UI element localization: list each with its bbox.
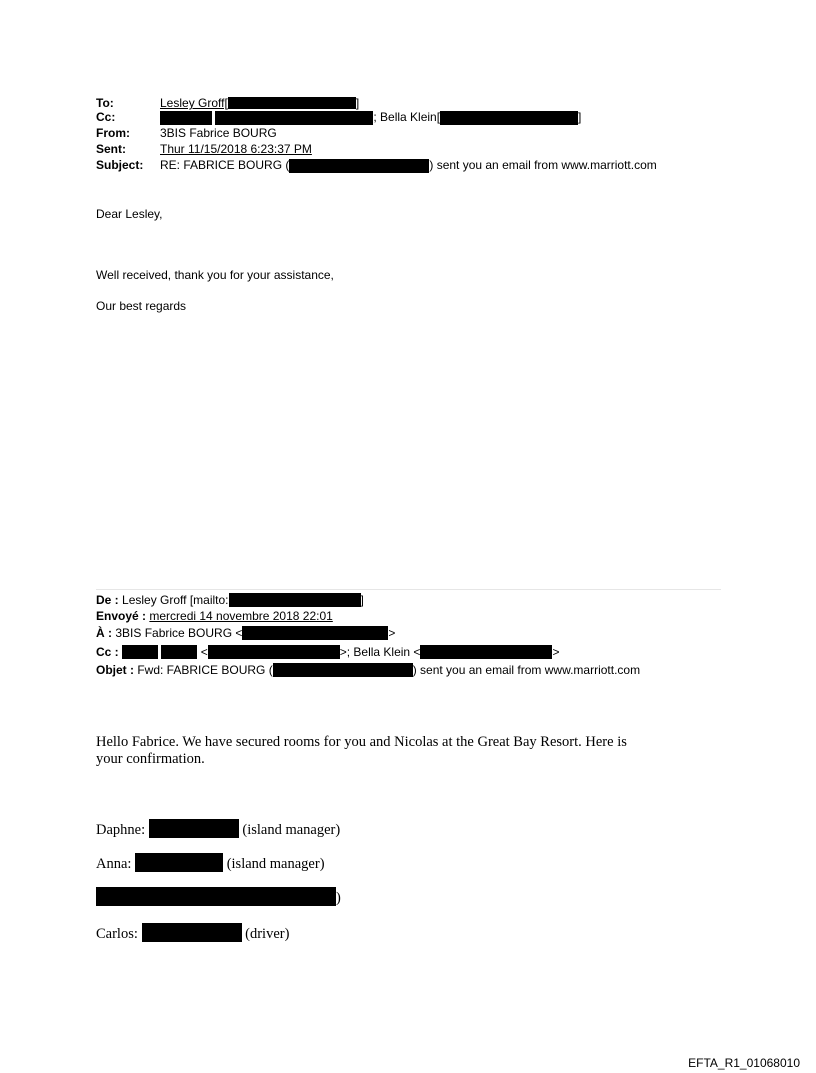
reply-line-1: Well received, thank you for your assistance, (96, 268, 334, 282)
redaction-block (122, 645, 158, 659)
cc-end: ] (578, 110, 582, 124)
sent-label: Sent: (96, 142, 126, 156)
redaction-block (161, 645, 197, 659)
document-id: EFTA_R1_01068010 (688, 1056, 800, 1070)
redaction-block (160, 111, 212, 125)
redaction-block (242, 626, 388, 640)
redaction-block (440, 111, 578, 125)
cc-value: ; Bella Klein[ (373, 110, 441, 124)
subject-suffix: ) sent you an email from www.marriott.com (429, 158, 657, 172)
contact-role: (driver) (245, 926, 290, 942)
contact-name: Anna: (96, 856, 132, 872)
to-value: Lesley Groff[ (160, 96, 228, 110)
contact-role: (island manager) (242, 822, 341, 838)
to-label: To: (96, 96, 114, 110)
contact-role: ) (336, 890, 341, 906)
fwd-a-label: À : (96, 626, 112, 640)
sent-value: Thur 11/15/2018 6:23:37 PM (160, 142, 312, 156)
contact-carlos (96, 923, 289, 943)
cc-label: Cc: (96, 110, 116, 124)
fwd-cc-mid: >; Bella Klein < (339, 645, 421, 659)
fwd-a-end: > (388, 626, 396, 640)
fwd-a-row (96, 626, 395, 640)
redaction-block (273, 663, 413, 677)
fwd-envoye-label: Envoyé : (96, 609, 147, 623)
fwd-cc-row (96, 645, 559, 659)
message-line-1: Hello Fabrice. We have secured rooms for you and Nicolas at the Great Bay Resort. Here is (96, 734, 627, 750)
redaction-block (229, 593, 361, 607)
fwd-cc-end: > (552, 645, 560, 659)
from-value: 3BIS Fabrice BOURG (160, 126, 277, 140)
reply-line-2: Our best regards (96, 299, 187, 313)
fwd-de-end: ] (360, 593, 364, 607)
redaction-block (149, 819, 239, 838)
email-header (96, 97, 716, 177)
fwd-cc-lt: < (200, 645, 208, 659)
to-end: ] (355, 96, 360, 110)
redaction-block (289, 159, 429, 173)
fwd-de-label: De : (96, 593, 119, 607)
fwd-a-value: 3BIS Fabrice BOURG < (115, 626, 243, 640)
from-label: From: (96, 126, 130, 140)
divider (96, 589, 721, 590)
contact-daphne (96, 819, 340, 839)
contact-role: (island manager) (226, 856, 325, 872)
fwd-envoye-value: mercredi 14 novembre 2018 22:01 (149, 609, 333, 623)
contact-name: Carlos: (96, 926, 138, 942)
redaction-block (96, 887, 336, 906)
redaction-block (142, 923, 242, 942)
contact-name: Daphne: (96, 822, 146, 838)
fwd-de-row (96, 593, 364, 607)
fwd-objet-prefix: Fwd: FABRICE BOURG ( (137, 663, 273, 677)
greeting: Dear Lesley, (96, 207, 163, 221)
fwd-envoye-row (96, 609, 333, 623)
redaction-block (135, 853, 223, 872)
fwd-objet-row (96, 663, 640, 677)
fwd-cc-label: Cc : (96, 645, 119, 659)
redaction-block (228, 97, 356, 109)
fwd-objet-suffix: ) sent you an email from www.marriott.com (412, 663, 641, 677)
contact-anna (96, 853, 325, 873)
redaction-block (420, 645, 552, 659)
subject-prefix: RE: FABRICE BOURG ( (160, 158, 290, 172)
redaction-block (208, 645, 340, 659)
fwd-objet-label: Objet : (96, 663, 134, 677)
subject-label: Subject: (96, 158, 144, 172)
redaction-block (215, 111, 373, 125)
contact-redacted (96, 887, 341, 907)
message-line-2: your confirmation. (96, 751, 205, 767)
fwd-de-value: Lesley Groff [mailto: (122, 593, 229, 607)
